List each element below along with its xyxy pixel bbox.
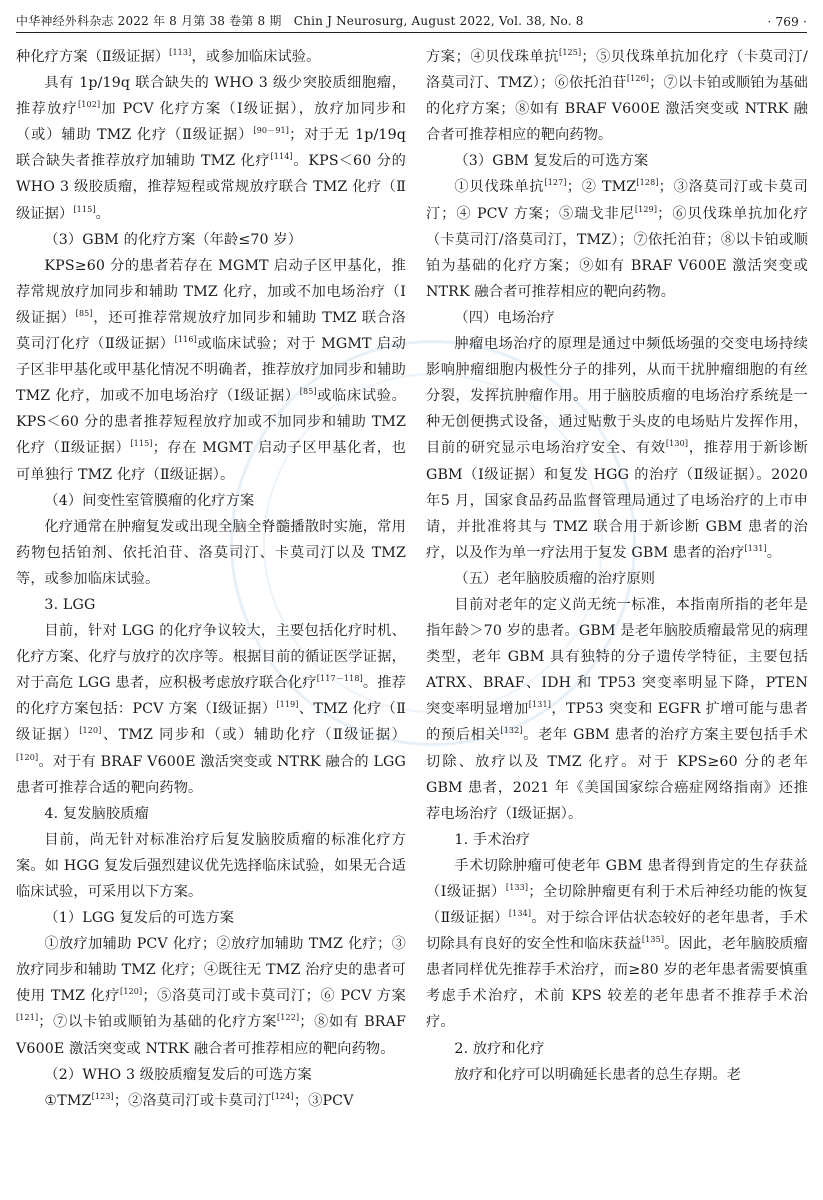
text-run: 2. 放疗和化疗 <box>454 1040 545 1057</box>
text-run: 方案；④贝伐珠单抗 <box>426 49 560 65</box>
section-heading <box>16 1062 406 1088</box>
citation-ref: [115] <box>73 204 96 214</box>
citation-ref: [130] <box>665 439 689 449</box>
text-run: ；⑧如有 BRAF V600E 激活突变或 NTRK 融合者可推荐相应的靶向药物。 <box>16 1014 406 1057</box>
citation-ref: [129] <box>634 204 658 214</box>
text-run: 、TMZ 同步和（或）辅助化疗（Ⅱ级证据） <box>101 727 406 744</box>
citation-ref: [125] <box>559 48 582 57</box>
text-run: ①TMZ <box>44 1092 92 1109</box>
journal-citation: 中华神经外科杂志 2022 年 8 月第 38 卷第 8 期 Chin J Neurosurg, August 2022, Vol. 38, No. 8 <box>16 14 584 28</box>
text-run: 。老年 GBM 患者的治疗方案主要包括手术切除、放疗以及 TMZ 化疗。对于 KPS≥60 分的老年 GBM 患者，2021 年《美国国家综合癌症网络指南》还推荐电场治疗（Ⅰ级证据）。 <box>426 727 808 822</box>
text-run: ；③PCV <box>293 1092 354 1109</box>
body-paragraph <box>426 592 808 827</box>
text-run: 。推荐的化疗方案包括：PCV 方案（Ⅰ级证据） <box>16 675 407 718</box>
text-run: ；⑤洛莫司汀或卡莫司汀；⑥ PCV 方案 <box>142 988 406 1005</box>
citation-ref: [115] <box>130 439 153 449</box>
text-run: ，还可推荐常规放疗加同步和辅助 TMZ 联合洛莫司汀化疗（Ⅱ级证据） <box>16 309 406 353</box>
citation-ref: [131] <box>744 543 767 553</box>
citation-ref: [126] <box>626 74 650 84</box>
text-run: ，推荐用于新诊断 GBM（Ⅰ级证据）和复发 HGG 的治疗（Ⅱ级证据）。2020 年5 月，国家食品药品监督管理局通过了电场治疗的上市申请，并批准将其与 TMZ 联合用于新诊断 GBM 患者的治疗，以及作为单一疗法用于复发 GBM 患者的治疗 <box>426 440 809 561</box>
header-rule <box>16 32 807 33</box>
text-run: ；对于无 1p/19q 联合缺失者推荐放疗加辅助 TMZ 化疗 <box>16 127 406 170</box>
text-run: 加 PCV 化疗方案（Ⅰ级证据），放疗加同步和（或）辅助 TMZ 化疗（Ⅱ级证据） <box>16 101 406 144</box>
text-run: ；② TMZ <box>566 179 637 196</box>
section-heading <box>16 801 406 827</box>
right-column <box>426 44 808 1088</box>
citation-ref: [132] <box>500 726 523 736</box>
citation-ref: [120] <box>120 987 143 997</box>
citation-ref: [120] <box>79 726 102 736</box>
section-heading <box>16 905 406 931</box>
text-run: （1）LGG 复发后的可选方案 <box>44 910 235 927</box>
text-run: ；⑥贝伐珠单抗加化疗（卡莫司汀/洛莫司汀，TMZ）；⑦依托泊苷；⑧以卡铂或顺铂为基础的化疗方案；⑨如有 BRAF V600E 激活突变或 NTRK 融合者可推荐相应的靶向药物。 <box>426 205 808 300</box>
text-run: 。对于综合评估状态较好的老年患者，手术切除具有良好的安全性和临床获益 <box>426 910 808 953</box>
page-number: · 769 · <box>767 15 807 29</box>
citation-ref: [114] <box>270 152 293 162</box>
citation-ref: [102] <box>77 100 101 110</box>
text-run: （3）GBM 复发后的可选方案 <box>454 153 649 170</box>
body-paragraph <box>16 931 406 1061</box>
text-run: （4）间变性室管膜瘤的化疗方案 <box>44 492 255 509</box>
text-run: ；全切除肿瘤更有利于术后神经功能的恢复（Ⅱ级证据） <box>426 884 808 927</box>
text-run: （2）WHO 3 级胶质瘤复发后的可选方案 <box>44 1066 312 1083</box>
left-column <box>16 44 406 1114</box>
body-paragraph <box>16 1088 406 1114</box>
citation-ref: [133] <box>505 883 529 892</box>
citation-ref: [120] <box>16 752 39 762</box>
citation-ref: [127] <box>544 178 567 188</box>
text-run: ，TP53 突变和 EGFR 扩增可能与患者的预后相关 <box>426 701 808 744</box>
citation-ref: [131] <box>528 700 552 710</box>
section-heading <box>426 827 808 853</box>
body-paragraph <box>16 44 406 70</box>
section-heading <box>426 566 808 592</box>
text-run: 3. LGG <box>44 596 96 613</box>
body-paragraph <box>426 331 808 566</box>
body-paragraph <box>16 827 406 905</box>
text-run: 种化疗方案（Ⅱ级证据） <box>16 49 170 65</box>
text-run: ；②洛莫司汀或卡莫司汀 <box>113 1092 272 1109</box>
body-paragraph <box>16 618 406 801</box>
text-run: ；③洛莫司汀或卡莫司汀；④ PCV 方案；⑤瑞戈非尼 <box>426 179 808 222</box>
body-paragraph <box>16 514 406 592</box>
section-heading <box>426 1036 808 1062</box>
body-paragraph <box>16 253 406 488</box>
citation-ref: [128] <box>636 178 659 188</box>
text-run: 。因此，老年脑胶质瘤患者同样优先推荐手术治疗，而≥80 岁的老年患者需要慎重考虑手术治疗，术前 KPS 较差的老年患者不推荐手术治疗。 <box>426 936 808 1031</box>
citation-ref: [121] <box>16 1013 39 1023</box>
body-paragraph <box>426 1062 808 1088</box>
citation-ref: [113] <box>169 48 192 57</box>
text-run: KPS≥60 分的患者若存在 MGMT 启动子区甲基化，推荐常规放疗加同步和辅助 TMZ 化疗，加或不加电场治疗（Ⅰ级证据） <box>16 257 406 326</box>
body-paragraph <box>16 70 406 227</box>
citation-ref: [124] <box>271 1091 294 1101</box>
text-run: ①放疗加辅助 PCV 化疗；②放疗加辅助 TMZ 化疗；③放疗同步和辅助 TMZ 化疗；④既往无 TMZ 治疗史的患者可使用 TMZ 化疗 <box>16 936 406 1005</box>
text-run: ①贝伐珠单抗 <box>454 179 545 196</box>
text-run: 。对于有 BRAF V600E 激活突变或 NTRK 融合的 LGG 患者可推荐合适的靶向药物。 <box>16 753 406 796</box>
text-run: 或临床试验；对于 MGMT 启动子区非甲基化或甲基化情况不明确者，推荐放疗加同步和辅助 TMZ 化疗，加或不加电场治疗（Ⅰ级证据） <box>16 336 406 405</box>
citation-ref: [117－118] <box>316 674 363 684</box>
text-run: ；⑦以卡铂或顺铂为基础的化疗方案 <box>38 1014 277 1031</box>
body-paragraph <box>426 174 808 304</box>
text-run: 放疗和化疗可以明确延长患者的总生存期。老 <box>454 1066 742 1083</box>
text-run: 4. 复发脑胶质瘤 <box>44 805 149 822</box>
text-run: 目前对老年的定义尚无统一标准，本指南所指的老年是指年龄＞70 岁的患者。GBM 是老年脑胶质瘤最常见的病理类型，老年 GBM 具有独特的分子遗传学特征，主要包括 ATRX、BRAF、IDH 和 TP53 突变率明显下降，PTEN 突变率明显增加 <box>426 596 808 718</box>
text-run: 目前，尚无针对标准治疗后复发脑胶质瘤的标准化疗方案。如 HGG 复发后强烈建议优先选择临床试验，如果无合适临床试验，可采用以下方案。 <box>16 831 406 900</box>
section-heading <box>426 305 808 331</box>
citation-ref: [119] <box>276 700 299 710</box>
section-heading <box>16 227 406 253</box>
citation-ref: [116] <box>174 335 197 345</box>
text-run: ，或参加临床试验。 <box>191 49 321 65</box>
citation-ref: [85] <box>75 308 93 318</box>
text-run: 或临床试验。KPS＜60 分的患者推荐短程放疗加或不加同步和辅助 TMZ 化疗（Ⅱ级证据） <box>16 388 406 457</box>
text-run: 、TMZ 化疗（Ⅱ级证据） <box>16 701 406 744</box>
text-run: 1. 手术治疗 <box>454 831 531 848</box>
citation-ref: [90－91] <box>253 126 290 136</box>
body-paragraph <box>426 44 808 148</box>
text-run: 具有 1p/19q 联合缺失的 WHO 3 级少突胶质细胞瘤，推荐放疗 <box>16 75 406 118</box>
citation-ref: [123] <box>91 1091 114 1101</box>
body-paragraph <box>426 853 808 1036</box>
citation-ref: [135] <box>641 935 665 945</box>
text-run: 。 <box>95 205 110 222</box>
text-run: （五）老年脑胶质瘤的治疗原则 <box>454 570 656 587</box>
text-run: 化疗通常在肿瘤复发或出现全脑全脊髓播散时实施，常用药物包括铂剂、依托泊苷、洛莫司汀、卡莫司汀以及 TMZ 等，或参加临床试验。 <box>16 518 406 587</box>
text-run: ；⑤贝伐珠单抗加化疗（卡莫司汀/洛莫司汀、TMZ）；⑥依托泊苷 <box>426 49 808 92</box>
text-run: 。KPS＜60 分的 WHO 3 级胶质瘤，推荐短程或常规放疗联合 TMZ 化疗（Ⅱ级证据） <box>16 153 406 222</box>
citation-ref: [85] <box>299 387 317 397</box>
text-run: 目前，针对 LGG 的化疗争议较大，主要包括化疗时机、化疗方案、化疗与放疗的次序等。根据目前的循证医学证据，对于高危 LGG 患者，应积极考虑放疗联合化疗 <box>16 623 406 692</box>
text-run: 。 <box>766 544 782 561</box>
section-heading <box>16 488 406 514</box>
text-run: ；存在 MGMT 启动子区甲基化者，也可单独行 TMZ 化疗（Ⅱ级证据）。 <box>16 440 406 483</box>
running-header <box>16 7 807 29</box>
text-run: 手术切除肿瘤可使老年 GBM 患者得到肯定的生存获益（Ⅰ级证据） <box>426 857 808 900</box>
citation-ref: [134] <box>508 909 532 919</box>
text-run: （3）GBM 的化疗方案（年龄≤70 岁） <box>44 231 303 248</box>
text-run: ；⑦以卡铂或顺铂为基础的化疗方案；⑧如有 BRAF V600E 激活突变或 NTRK 融合者可推荐相应的靶向药物。 <box>426 75 808 144</box>
citation-ref: [122] <box>277 1013 300 1023</box>
section-heading <box>426 148 808 174</box>
section-heading <box>16 592 406 618</box>
text-run: 肿瘤电场治疗的原理是通过中频低场强的交变电场持续影响肿瘤细胞内极性分子的排列，从而干扰肿瘤细胞的有丝分裂，发挥抗肿瘤作用。用于脑胶质瘤的电场治疗系统是一种无创便携式设备，通过贴敷于头皮的电场贴片发挥作用，目前的研究显示电场治疗安全、有效 <box>426 336 808 457</box>
text-run: （四）电场治疗 <box>454 309 555 326</box>
